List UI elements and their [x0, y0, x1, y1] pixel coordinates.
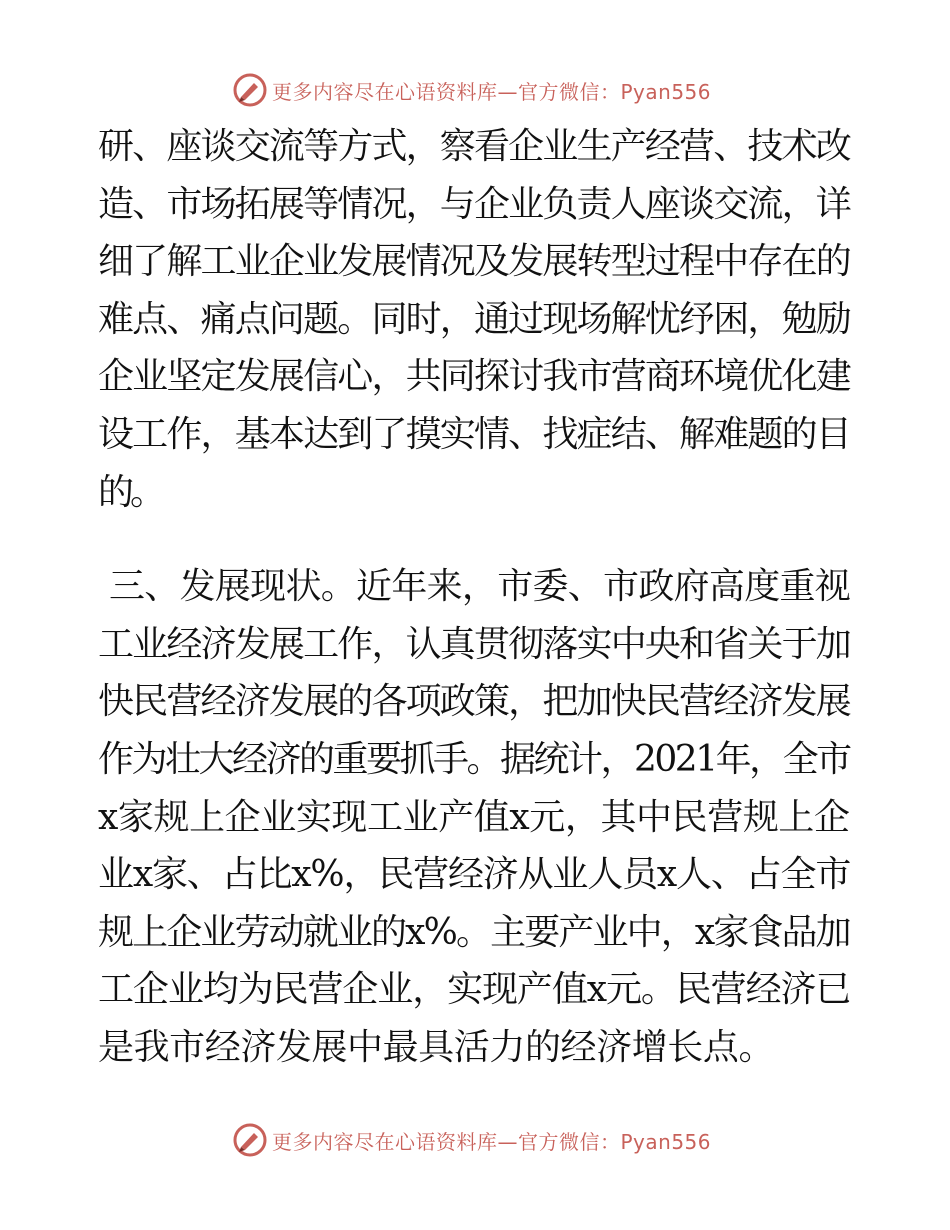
text-line: 业x家、占比x%，民营经济从业人员x人、占全市 — [98, 854, 851, 896]
text-line: 设工作，基本达到了摸实情、找症结、解难题的目 — [98, 413, 850, 455]
text-line: 作为壮大经济的重要抓手。据统计，2021年，全市 — [98, 738, 850, 780]
text-line: 企业坚定发展信心，共同探讨我市营商环境优化建 — [98, 356, 850, 398]
text-line: x家规上企业实现工业产值x元，其中民营规上企 — [98, 796, 850, 838]
text-line: 工企业均为民营企业，实现产值x元。民营经济已 — [98, 969, 851, 1011]
pen-logo-icon — [232, 72, 268, 108]
text-line: 的。 — [98, 471, 163, 513]
watermark-text: 更多内容尽在心语资料库—官方微信：Pyan556 — [272, 79, 712, 104]
footer-watermark — [232, 1120, 711, 1160]
pen-logo-icon — [232, 1122, 268, 1158]
text-line: 工业经济发展工作，认真贯彻落实中央和省关于加 — [98, 623, 850, 665]
text-line: 是我市经济发展中最具活力的经济增长点。 — [98, 1026, 775, 1068]
text-line: 快民营经济发展的各项政策，把加快民营经济发展 — [98, 681, 850, 723]
watermark-text: 更多内容尽在心语资料库—官方微信：Pyan556 — [272, 1129, 712, 1154]
text-line: 规上企业劳动就业的x%。主要产业中，x家食品加 — [98, 911, 850, 953]
text-line: 三、发展现状。近年来，市委、市政府高度重视 — [109, 566, 851, 608]
text-line: 造、市场拓展等情况，与企业负责人座谈交流，详 — [98, 183, 850, 225]
document-body — [98, 118, 858, 1077]
paragraph-2 — [98, 558, 858, 1076]
text-line: 研、座谈交流等方式，察看企业生产经营、技术改 — [98, 126, 850, 167]
text-line: 细了解工业企业发展情况及发展转型过程中存在的 — [98, 241, 850, 283]
paragraph-1 — [98, 118, 858, 521]
text-line: 难点、痛点问题。同时，通过现场解忧纾困，勉励 — [98, 298, 850, 340]
header-watermark — [232, 70, 711, 110]
